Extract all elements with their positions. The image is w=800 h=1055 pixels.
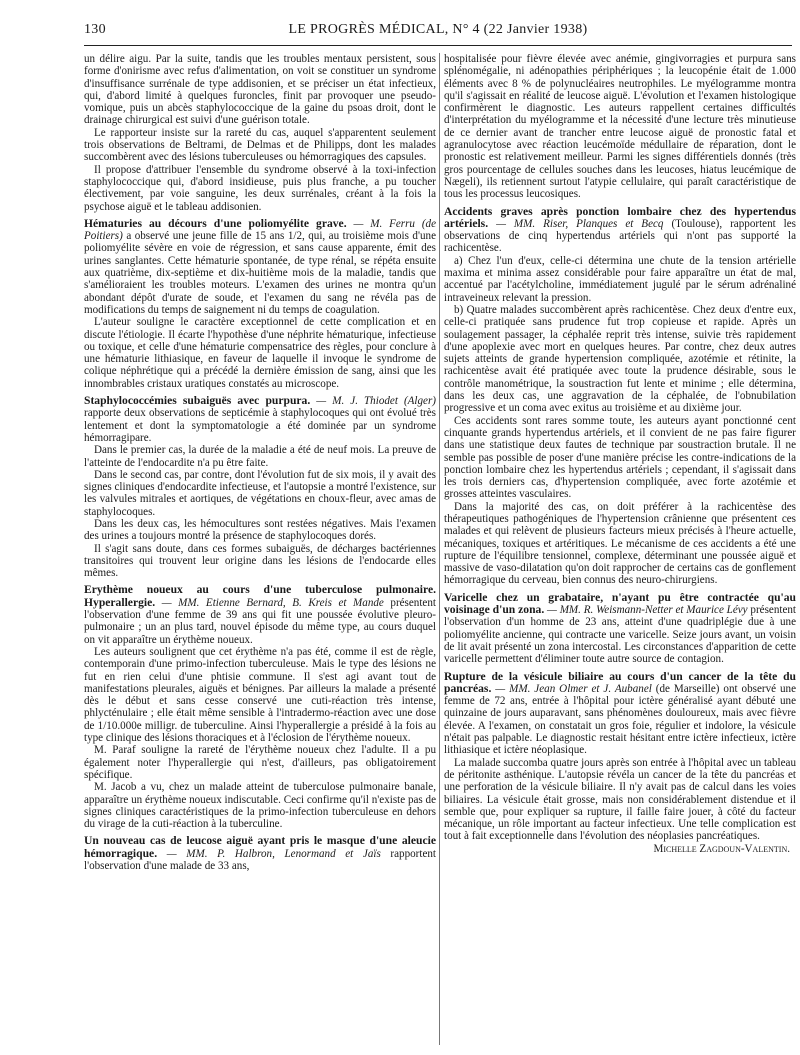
column-divider bbox=[439, 53, 440, 1045]
section-authors: — M. Ferru (de Poitiers) bbox=[84, 217, 436, 243]
section-authors: — MM. R. Weismann-Netter et Maurice Lévy bbox=[547, 604, 748, 617]
section-text: présentent l'observation d'un homme de 23 ans, atteint d'une quadriplégie due à une poliomyélite ancienne, qui contracte une varicelle. Seize jours avant, un voisin de lit avait présenté un zona intercostal. Les circonstances d'apparition de cette varicelle permettent d'éliminer toute autre source de contagion. bbox=[444, 604, 796, 666]
paragraph: Dans la majorité des cas, on doit préférer à la rachicentèse des thérapeutiques pathogéniques de l'hypertension crânienne que présentent ces malades et qui relèvent de plusieurs facteurs mieux précisés à l'heure actuelle, mécaniques, toxiques et artéritiques. Le mécanisme de ces accidents a été une rupture de l'équilibre tensionnel, complexe, déterminant une poussée aiguë et massive de vaso-dilatation qu'on doit rapprocher de certains cas de gonflement hémorragique du cerveau, bien connus des neuro-chirurgiens. bbox=[444, 500, 796, 587]
section-text: (Toulouse), rapportent les observations de cinq hypertendus artériels qui n'ont pas supporté la rachicentèse. bbox=[444, 217, 796, 255]
paragraph: Il propose d'attribuer l'ensemble du syndrome observé à la toxi-infection staphylococcique qui, d'abord insidieuse, puis plus franche, a pu toucher électivement, par voie sanguine, les deux surrénales, créant à la fois la psychose aiguë et le tableau addisonien. bbox=[84, 163, 436, 213]
section-authors: — MM. Jean Olmer et J. Aubanel bbox=[495, 682, 652, 695]
article-section bbox=[444, 206, 796, 255]
section-heading: Erythème noueux au cours d'une tuberculose pulmonaire. Hyperallergie. bbox=[84, 583, 436, 609]
section-heading: Hématuries au décours d'une poliomyélite grave. bbox=[84, 216, 347, 230]
section-heading: Staphylococcémies subaiguës avec purpura. bbox=[84, 394, 311, 408]
paragraph: Dans le second cas, par contre, dont l'évolution fut de six mois, il y avait des signes cliniques d'endocardite infectieuse, et l'autopsie a montré l'existence, sur les valvules mitrales et aortiques, de végétations en choux-fleur, avec amas de staphylocoques. bbox=[84, 468, 436, 518]
section-authors: — MM. Riser, Planques et Becq bbox=[496, 217, 664, 230]
paragraph: Dans les deux cas, les hémocultures sont restées négatives. Mais l'examen des urines a toujours montré la présence de staphylocoques dorés. bbox=[84, 517, 436, 543]
paragraph: M. Jacob a vu, chez un malade atteint de tuberculose pulmonaire banale, apparaître un érythème noueux indiscutable. Ceci confirme qu'il n'existe pas de signes cliniques caractéristiques de la primo-infection tuberculeuse en dehors du virage de la cuti-réaction à la tuberculine. bbox=[84, 781, 436, 831]
paragraph: Ces accidents sont rares somme toute, les auteurs ayant ponctionné cent cinquante grands hypertendus artériels, et il convient de ne pas faire figurer dans une statistique deux fautes de technique par soustraction brutale. Il ne semble pas possible de poser d'une manière précise les contre-indications de la ponction lombaire chez les hypertendus artériels ; cependant, il s'agissait dans les trois derniers cas, d'hypertension compliquée, avec forte azotémie et grosses atteintes vasculaires. bbox=[444, 414, 796, 501]
article-section bbox=[444, 592, 796, 666]
section-authors: — MM. P. Halbron, Lenormand et Jaïs bbox=[166, 847, 381, 860]
article-section bbox=[84, 218, 436, 316]
section-text: (de Marseille) ont observé une femme de 72 ans, entrée à l'hôpital pour ictère généralisé ayant débuté une quinzaine de jours auparavant, sans phénomènes douloureux, mais avec fièvre élevée. A l'examen, on constatait un gros foie, régulier et indolore, la vésicule n'était pas palpable. Le diagnostic restait hésitant entre ictère infectieux, ictère lithiasique et ictère néoplasique. bbox=[444, 682, 796, 757]
article-section bbox=[84, 584, 436, 645]
section-heading: Varicelle chez un grabataire, n'ayant pu être contractée qu'au voisinage d'un zona. bbox=[444, 590, 796, 617]
paragraph: un délire aigu. Par la suite, tandis que les troubles mentaux persistent, sous forme d'onirisme avec refus d'alimentation, on voit se constituer un syndrome d'insuffisance surrénale de type addisonien, et se préciser un état infectieux, qui, d'abord limité à quelques furoncles, finit par provoquer une pseudo-vomique, puis un abcès staphylococcique de la gaine du psoas droit, dont le drainage chirurgical est suivi d'une guérison totale. bbox=[84, 53, 436, 127]
section-text: a observé une jeune fille de 15 ans 1/2, qui, au troisième mois d'une poliomyélite sévère en voie de régression, et sans cause apparente, émit des urines sanglantes. Cette hématurie spontanée, de type rénal, se répéta ensuite aux quatrième, dix-septième et dix-huitième mois de la maladie, tandis que s'amélioraient les troubles moteurs. L'examen des urines ne montra qu'un abondant dépôt d'urate de soude, et l'examen du sang ne révéla pas de modifications du temps de saignement ni du temps de coagulation. bbox=[84, 230, 436, 316]
paragraph: b) Quatre malades succombèrent après rachicentèse. Chez deux d'entre eux, celle-ci pratiquée sans prudence fut trop copieuse et rapide. Après un soulagement passager, la céphalée reprit très intense, suivie très rapidement d'une apoplexie avec mort en quelques heures. Par contre, chez deux autres sujets atteints de grande hypertension compliquée, azotémie et rétinite, la rachicentèse avait été pratiquée avec toute la prudence désirable, sous le contrôle manométrique, la soustraction fut lente et minime ; elle détermina, dans les deux cas, une aggravation de la céphalée, de l'obnubilation progressive et un coma avec exitus au troisième et au dixième jour. bbox=[444, 303, 796, 415]
section-heading: Accidents graves après ponction lombaire chez des hypertendus artériels. bbox=[444, 204, 796, 230]
paragraph: Le rapporteur insiste sur la rareté du cas, auquel s'apparentent seulement trois observations de Beltrami, de Delmas et de Philipps, dont les malades succombèrent avec des lésions tuberculeuses ou hémorragiques des capsules. bbox=[84, 126, 436, 164]
article-section bbox=[444, 671, 796, 757]
section-text: présentent l'observation d'une femme de 39 ans qui fit une poussée évolutive pleuro-pulmonaire ; un an plus tard, nouvel épisode du même type, au cours duquel on vit apparaître un érythème noueux. bbox=[84, 596, 436, 646]
section-heading: Un nouveau cas de leucose aiguë ayant pris le masque d'une aleucie hémorragique. bbox=[84, 834, 436, 860]
paragraph: M. Paraf souligne la rareté de l'érythème noueux chez l'adulte. Il a pu également noter l'hyperallergie qui n'est, d'ailleurs, pas obligatoirement spécifique. bbox=[84, 744, 436, 781]
running-header bbox=[84, 22, 792, 42]
section-text: rapporte deux observations de septicémie à staphylocoques qui ont évolué très lentement et dont la symptomatologie a été dominée par un syndrome hémorragipare. bbox=[84, 407, 436, 444]
page-number: 130 bbox=[84, 22, 106, 37]
paragraph: Il s'agit sans doute, dans ces formes subaiguës, de décharges bactériennes transitoires qui trouvent leur origine dans les lésions de l'endocarde elles mêmes. bbox=[84, 542, 436, 580]
article-section bbox=[84, 835, 436, 872]
section-authors: — M. J. Thiodet (Alger) bbox=[316, 395, 436, 408]
paragraph: Dans le premier cas, la durée de la maladie a été de neuf mois. La preuve de l'atteinte de l'endocardite n'a pu être faite. bbox=[84, 444, 436, 469]
journal-title: LE PROGRÈS MÉDICAL, N° 4 (22 Janvier 1938) bbox=[288, 22, 588, 37]
right-column bbox=[444, 53, 796, 1053]
section-heading: Rupture de la vésicule biliaire au cours d'un cancer de la tête du pancréas. bbox=[444, 669, 796, 695]
left-column bbox=[84, 53, 436, 1053]
section-authors: — MM. Etienne Bernard, B. Kreis et Mande bbox=[161, 596, 384, 609]
header-rule bbox=[84, 45, 792, 46]
paragraph: Les auteurs soulignent que cet érythème n'a pas été, comme il est de règle, contemporain d'une primo-infection tuberculeuse. Mais le type des lésions ne fut en rien celui d'une phtisie commune. Il s'est agi avant tout de manifestations pleurales, aiguës et bénignes. Par ailleurs la malade a présenté dès le début et sans cesse conservé une cuti-réaction très intense, phlycténulaire ; elle était même sensible à l'intradermo-réaction avec une dose de 1/10.000e milligr. de tuberculine. Ainsi l'hyperallergie a présidé à la fois au type clinique des lésions thoraciques et à l'éclosion de l'érythème noueux. bbox=[84, 645, 436, 745]
article-section bbox=[84, 395, 436, 444]
paragraph: a) Chez l'un d'eux, celle-ci détermina une chute de la tension artérielle maxima et minima assez considérable pour faire apparaître un état de mal, accentué par l'acétylcholine, immédiatement jugulé par le sérum adrénaliné intraveineux relevant la pression. bbox=[444, 254, 796, 304]
author-signature: Michelle Zagdoun-Valentin. bbox=[653, 842, 790, 855]
section-text: rapportent l'observation d'une malade de 33 ans, bbox=[84, 847, 436, 872]
paragraph: hospitalisée pour fièvre élevée avec anémie, gingivorragies et purpura sans splénomégalie, ni adénopathies périphériques ; la leucopénie était de 1.000 éléments avec 8 % de polynucléaires neutrophiles. Le myélogramme montra qu'il s'agissait en réalité de leucose aiguë. L'évolution et l'examen histologique confirmèrent le diagnostic. Les auteurs rappellent certaines difficultés d'interprétation du myélogramme et la nécessité d'une lecture très minutieuse de ce dernier avant de trancher entre leucose aiguë de pronostic fatal et agranulocytose avec réaction leucémoïde médullaire de réparation, dont le pronostic est relativement meilleur. Parmi les signes différentiels donnés (très gros pourcentage de cellules souches dans les leucoses, hiatus leucémique de Nægeli), ils retiennent surtout l'atypie cellulaire, qui paraît caractéristique de tous les processus leucosiques. bbox=[444, 53, 796, 201]
paragraph: L'auteur souligne le caractère exceptionnel de cette complication et en discute l'étiologie. Il écarte l'hypothèse d'une néphrite hématurique, infectieuse ou toxique, et celle d'une hématurie compensatrice des règles, pour conclure à une hématurie lithiasique, en faveur de laquelle il invoque le syndrome de colique néphrétique qui a précédé la dernière émission de sang, ainsi que les innombrables cristaux uratiques constatés au microscope. bbox=[84, 316, 436, 390]
paragraph: La malade succomba quatre jours après son entrée à l'hôpital avec un tableau de péritonite asthénique. L'autopsie révéla un cancer de la tête du pancréas et une perforation de la vésicule biliaire. Il n'y avait pas de calcul dans les voies biliaires. La vésicule était grosse, mais non considérablement distendue et il semble que, pour expliquer sa rupture, il faille faire jouer, à côté du facteur mécanique, un rôle important au facteur infectieux. Une telle complication est tout à fait exceptionnelle dans l'évolution des néoplasies pancréatiques. bbox=[444, 756, 796, 843]
